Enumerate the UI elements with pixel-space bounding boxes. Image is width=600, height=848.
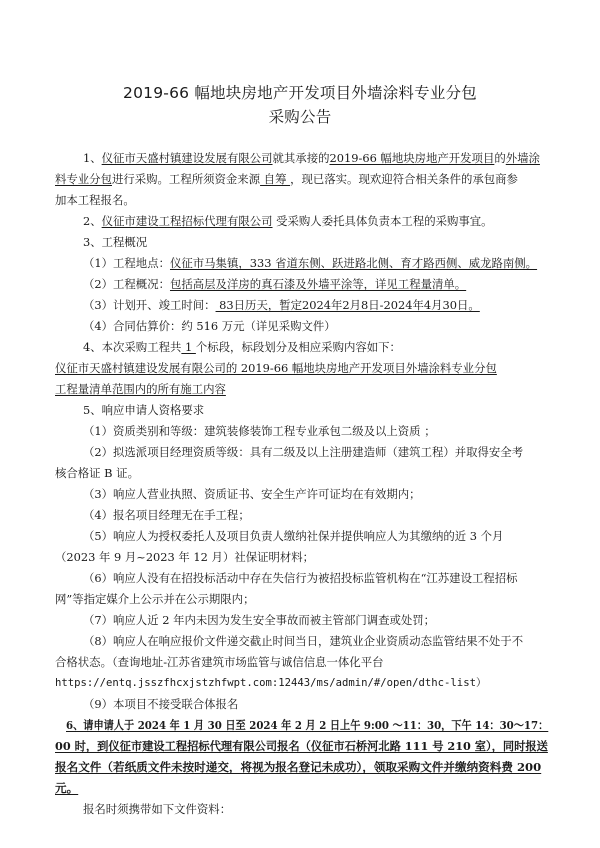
project-name: 2019-66 幅地块房地产开发项目	[329, 151, 495, 165]
procurement-scope-line-1: 仪征市天盛村镇建设发展有限公司的 2019-66 幅地块房地产开发项目外墙涂料专业分包	[55, 361, 497, 375]
para-4-line-1	[83, 340, 401, 354]
item-number: 1、	[83, 151, 102, 165]
qualification-6-line-2: 网”等指定媒介上公示并在公示期限内；	[55, 592, 255, 606]
page-subtitle: 采购公告	[268, 108, 332, 126]
required-documents-heading: 报名时须携带如下文件资料：	[83, 802, 232, 816]
registration-notice-line-2: 00 时，到仪征市建设工程招标代理有限公司报名（仪征市石桥河北路 111 号 210 室），同时报送	[55, 739, 548, 753]
field-value: 仪征市马集镇，333 省道东侧、跃进路北侧、育才路西侧、威龙路南侧。	[169, 256, 538, 270]
agency-name: 仪征市建设工程招标代理有限公司	[101, 214, 273, 228]
scope-name: 外墙涂	[505, 151, 540, 165]
funding-source: 自筹	[260, 172, 291, 186]
qualification-5-line-2: （2023 年 9 月~2023 年 12 月）社保证明材料；	[55, 550, 315, 564]
field-value: 83日历天，暂定2024年2月8日-2024年4月30日。	[215, 298, 480, 312]
qualification-7: （7）响应人近 2 年内未因为发生安全事故而被主管部门调查或处罚；	[83, 613, 436, 627]
registration-notice-line-3: 报名文件（若纸质文件未按时递交，将视为报名登记未成功），领取采购文件并缴纳资料费 200	[55, 760, 542, 774]
text-segment: 受采购人委托具体负责本工程的采购事宜。	[272, 214, 493, 228]
contract-estimate: （4）合同估算价：约 516 万元（详见采购文件）	[83, 319, 336, 333]
verification-url: https://entq.jsszfhcxjstzhfwpt.com:12443/ms/admin/#/open/dthc-list）	[55, 677, 487, 689]
page-title: 2019-66 幅地块房地产开发项目外墙涂料专业分包	[123, 84, 477, 102]
project-schedule	[83, 298, 480, 312]
section-heading-project-overview: 3、工程概况	[83, 235, 148, 249]
project-location	[83, 256, 537, 270]
qualification-3: （3）响应人营业执照、资质证书、安全生产许可证均在有效期内；	[83, 487, 421, 501]
text-segment: ，现已落实。现欢迎符合相关条件的承包商参	[290, 172, 518, 186]
qualification-2-line-1: （2）拟选派项目经理资质等级：具有二级及以上注册建造师（建筑工程）并取得安全考	[83, 445, 524, 459]
qualification-9: （9）本项目不接受联合体报名	[83, 697, 239, 711]
item-number: 2、	[83, 214, 102, 228]
qualification-8-line-2: 合格状态。（查询地址-江苏省建筑市场监管与诚信信息一体化平台	[55, 655, 384, 669]
text-segment: 的	[494, 151, 506, 165]
registration-notice-line-4: 元。	[55, 781, 79, 795]
field-label: （3）计划开、竣工时间：	[83, 298, 216, 312]
qualification-6-line-1: （6）响应人没有在招投标活动中存在失信行为被招投标监管机构在“江苏建设工程招标	[83, 571, 518, 585]
qualification-4: （4）报名项目经理无在手工程；	[83, 508, 250, 522]
para-1-line-2	[55, 172, 518, 186]
purchaser-name: 仪征市天盛村镇建设发展有限公司	[101, 151, 273, 165]
section-heading-qualifications: 5、响应申请人资格要求	[83, 403, 205, 417]
text-segment: 进行采购。工程所须资金来源	[111, 172, 261, 186]
qualification-2-line-2: 核合格证 B 证。	[55, 466, 139, 480]
field-label: （1）工程地点：	[83, 256, 170, 270]
field-label: （2）工程概况：	[83, 277, 170, 291]
text-segment: 4、本次采购工程共	[83, 340, 182, 354]
procurement-scope-line-2: 工程量清单范围内的所有施工内容	[55, 382, 226, 396]
qualification-8-line-1: （8）响应人在响应报价文件递交截止时间当日，建筑业企业资质动态监管结果不处于不	[83, 634, 524, 648]
project-summary	[83, 277, 466, 291]
para-1-line-3: 加本工程报名。	[55, 193, 135, 207]
text-segment: 就其承接的	[272, 151, 330, 165]
registration-notice-line-1: 6、请申请人于 2024 年 1 月 30 日至 2024 年 2 月 2 日上午 9:00 ～11：30，下午 14：30～17：	[66, 718, 549, 732]
text-segment: 个标段，标段划分及相应采购内容如下：	[195, 340, 401, 354]
lot-count: 1	[181, 340, 196, 354]
qualification-5-line-1: （5）响应人为授权委托人及项目负责人缴纳社保并提供响应人为其缴纳的近 3 个月	[83, 529, 504, 543]
field-value: 包括高层及洋房的真石漆及外墙平涂等，详见工程量清单。	[169, 277, 467, 291]
scope-name: 料专业分包	[55, 172, 112, 186]
para-1-line-1	[83, 151, 540, 165]
para-2	[83, 214, 493, 228]
qualification-1: （1）资质类别和等级：建筑装修装饰工程专业承包二级及以上资质 ；	[83, 424, 436, 438]
